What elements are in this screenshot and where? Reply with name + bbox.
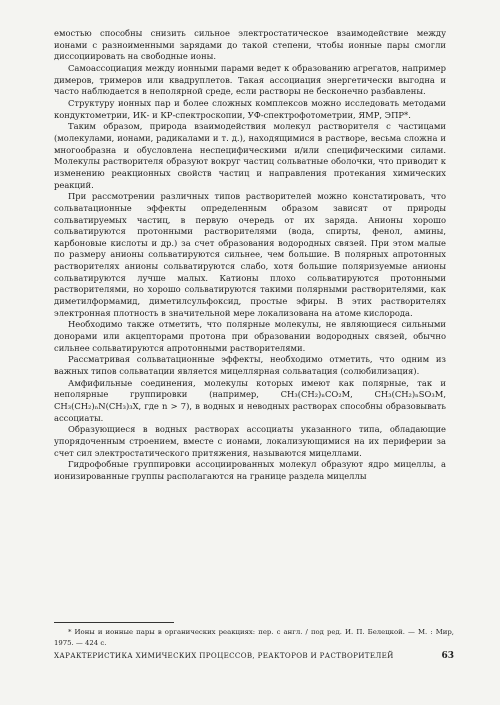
page-footer xyxy=(54,651,454,661)
paragraph: Рассматривая сольватационные эффекты, необходимо отметить, что одним из важных типов сольватации является мицеллярная сольватация (солюбилизация). xyxy=(54,354,446,377)
paragraph: При рассмотрении различных типов растворителей можно констатировать, что сольватационные эффекты определенным образом зависят от природы сольватируемых частиц, в первую очередь от их заряда. Анионы хорошо сольватируются протонными растворителями (вода, спирты, фенол, амины, карбоновые кислоты и др.) за счет образования водородных связей. При этом малые по размеру анионы сольватируются сильнее, чем большие. В полярных апротонных растворителях анионы сольватируются слабо, хотя большие поляризуемые анионы сольватируются лучше малых. Катионы плохо сольватируются протонными растворителями, но хорошо сольватируются такими полярными растворителями, как диметилформамид, диметилсульфоксид, простые эфиры. В этих растворителях электронная плотность в значительной мере локализована на атоме кислорода. xyxy=(54,191,446,318)
footnote-divider xyxy=(54,622,174,623)
footnote: * Ионы и ионные пары в органических реакциях: пер. с англ. / под ред. И. П. Белецкой. — М. : Мир, 1975. — 424 с. xyxy=(54,628,454,647)
paragraph: Таким образом, природа взаимодействия молекул растворителя с частицами (молекулами, ионами, радикалами и т. д.), находящимися в растворе, весьма сложна и многообразна и обусловлена неспецифическими и/или специфическими силами. Молекулы растворителя образуют вокруг частиц сольватные оболочки, что приводит к изменению реакционных свойств частиц и направления протекания химических реакций. xyxy=(54,121,446,190)
body-text xyxy=(54,28,446,483)
paragraph: Необходимо также отметить, что полярные молекулы, не являющиеся сильными донорами или акцепторами протона при образовании водородных связей, обычно сильнее сольватируются апротонными растворителями. xyxy=(54,319,446,353)
paragraph: емостью способны снизить сильное электростатическое взаимодействие между ионами с разноименными зарядами до такой степени, чтобы ионные пары смогли диссоциировать на свободные ионы. xyxy=(54,28,446,62)
paragraph: Амфифильные соединения, молекулы которых имеют как полярные, так и неполярные группировки (например, CH₃(CH₂)ₙCO₂M, CH₃(CH₂)ₙSO₃M, CH₃(CH₂)ₙN(CH₃)₃X, где n > 7), в водных и неводных растворах способны образовывать ассоциаты. xyxy=(54,377,446,423)
paragraph: Гидрофобные группировки ассоциированных молекул образуют ядро мицеллы, а ионизированные группы располагаются на границе раздела мицеллы xyxy=(54,459,446,481)
page-number: 63 xyxy=(441,651,454,661)
paragraph: Образующиеся в водных растворах ассоциаты указанного типа, обладающие упорядоченным строением, вместе с ионами, локализующимися на их периферии за счет сил электростатического притяжения, называются мицеллами. xyxy=(54,424,446,458)
paragraph: Структуру ионных пар и более сложных комплексов можно исследовать методами кондуктометрии, ИК- и КР-спектроскопии, УФ-спектрофотометрии, ЯМР, ЭПР*. xyxy=(54,97,446,120)
running-title: ХАРАКТЕРИСТИКА ХИМИЧЕСКИХ ПРОЦЕССОВ, РЕАКТОРОВ И РАСТВОРИТЕЛЕЙ xyxy=(54,651,394,660)
paragraph: Самоассоциация между ионными парами ведет к образованию агрегатов, например димеров, тримеров или квадруплетов. Такая ассоциация энергетически выгодна и часто наблюдается в неполярной среде, если растворы не бесконечно разбавлены. xyxy=(54,62,446,97)
